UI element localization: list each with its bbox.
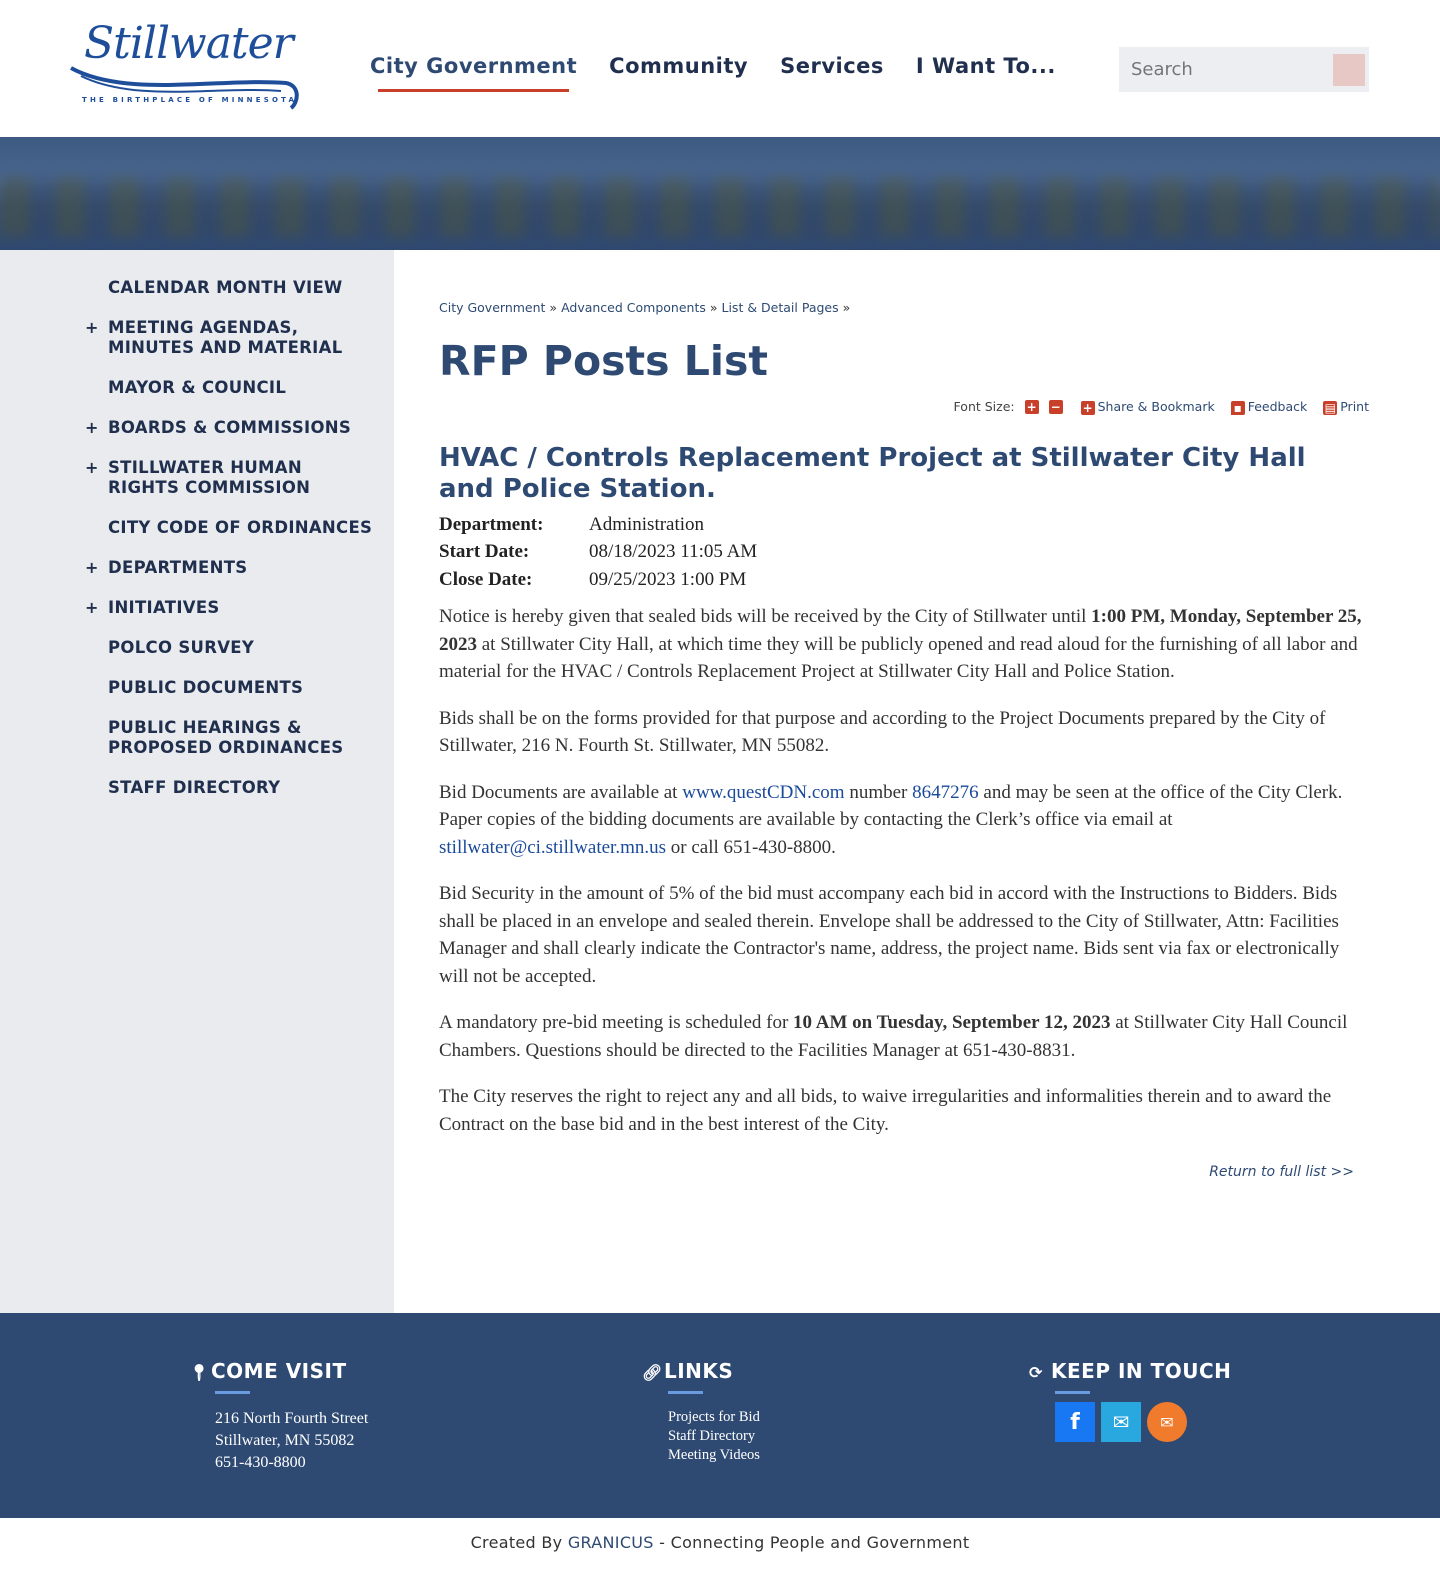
start-date-value: 08/18/2023 11:05 AM xyxy=(589,541,758,562)
post-meta xyxy=(439,511,1369,594)
search-box xyxy=(1119,47,1369,92)
text: A mandatory pre-bid meeting is scheduled for xyxy=(439,1012,794,1033)
prebid-paragraph xyxy=(439,1009,1369,1064)
return-to-list-link[interactable]: Return to full list >> xyxy=(1209,1164,1354,1180)
sidebar xyxy=(0,250,394,1313)
department-value: Administration xyxy=(589,513,705,535)
sidebar-item-label: CITY CODE OF ORDINANCES xyxy=(108,518,373,537)
credit-text: Created By xyxy=(470,1533,568,1552)
font-increase-icon[interactable]: + xyxy=(1026,399,1037,414)
credit-text: - Connecting People and Government xyxy=(653,1533,970,1552)
forms-paragraph: Bids shall be on the forms provided for that purpose and according to the Project Documents prepared by the City of Stillwater, 216 N. Fourth St. Stillwater, MN 55082. xyxy=(439,707,1326,756)
nav-i-want-to[interactable]: I Want To... xyxy=(915,54,1056,78)
map-pin-icon: 📍︎ xyxy=(189,1363,210,1382)
text: number xyxy=(844,781,913,803)
logo-text: Stillwater xyxy=(84,18,293,69)
reservation-paragraph: The City reserves the right to reject any and all bids, to waive irregularities and informalities therein and to award the Contract on the base bid and in the best interest of the City. xyxy=(439,1086,1332,1135)
page-tools xyxy=(439,399,1369,415)
breadcrumb xyxy=(439,300,1369,315)
page-title: RFP Posts List xyxy=(439,337,768,385)
footer-link-staff[interactable]: Staff Directory xyxy=(668,1428,756,1444)
breadcrumb-advanced-components[interactable]: Advanced Components xyxy=(561,300,706,315)
sidebar-item-label: PUBLIC DOCUMENTS xyxy=(108,678,304,697)
come-visit-section xyxy=(189,1359,369,1474)
sidebar-item-label: PUBLIC HEARINGS & PROPOSED ORDINANCES xyxy=(108,718,344,757)
sidebar-item-label: STILLWATER HUMAN RIGHTS COMMISSION xyxy=(108,458,311,497)
sidebar-item-label: MEETING AGENDAS, MINUTES AND MATERIAL xyxy=(108,318,343,357)
sidebar-item[interactable] xyxy=(0,558,394,578)
sidebar-item-label: INITIATIVES xyxy=(108,598,220,617)
breadcrumb-sep: » xyxy=(549,300,558,315)
text: at Stillwater City Hall Council Chambers. Questions should be directed to the Facilities Manager at 651-430-8831. xyxy=(439,1012,1348,1061)
site-header xyxy=(0,0,1440,137)
text: at Stillwater City Hall, at which time they will be publicly opened and read aloud for the furnishing of all labor and material for the HVAC / Controls Replacement Project at Stillwater City Hall and Police Station. xyxy=(439,633,1358,682)
notify-me-icon[interactable]: ✉ xyxy=(1147,1402,1187,1442)
sidebar-item-label: MAYOR & COUNCIL xyxy=(108,378,287,397)
refresh-icon: ⟳ xyxy=(1029,1363,1043,1382)
sidebar-item-label: POLCO SURVEY xyxy=(108,638,255,657)
credit-line xyxy=(0,1533,1440,1552)
email-link[interactable]: stillwater@ci.stillwater.mn.us xyxy=(439,836,666,858)
search-input[interactable] xyxy=(1119,59,1324,80)
notice-paragraph xyxy=(439,603,1369,686)
text: Bid Documents are available at xyxy=(439,781,683,803)
sidebar-item[interactable] xyxy=(0,598,394,618)
post-body xyxy=(439,603,1369,1138)
sidebar-item[interactable] xyxy=(0,418,394,438)
logo-tagline: THE BIRTHPLACE OF MINNESOTA xyxy=(82,96,298,104)
sidebar-item[interactable] xyxy=(0,778,394,798)
sidebar-item[interactable] xyxy=(0,278,394,298)
come-visit-title: COME VISIT xyxy=(211,1359,347,1383)
sidebar-item-label: STAFF DIRECTORY xyxy=(108,778,281,797)
text: Notice is hereby given that sealed bids will be received by the City of Stillwater until xyxy=(439,606,1092,627)
text: or call 651-430-8800. xyxy=(666,836,836,858)
keep-in-touch-section xyxy=(1029,1359,1232,1442)
print-icon: ▤ xyxy=(1324,400,1336,415)
footer-link-videos[interactable]: Meeting Videos xyxy=(668,1447,760,1463)
font-decrease-icon[interactable]: − xyxy=(1050,399,1061,414)
department-label: Department: xyxy=(439,513,544,535)
feedback-icon: ▪ xyxy=(1231,401,1245,415)
breadcrumb-sep: » xyxy=(842,300,851,315)
close-date-label: Close Date: xyxy=(439,568,533,590)
granicus-link[interactable]: GRANICUS xyxy=(567,1533,654,1552)
stillwater-logo[interactable] xyxy=(66,18,306,113)
email-icon[interactable]: ✉ xyxy=(1101,1402,1141,1442)
search-button[interactable] xyxy=(1333,54,1365,86)
address-line: 216 North Fourth Street xyxy=(215,1410,369,1427)
sidebar-item[interactable] xyxy=(0,458,394,498)
breadcrumb-sep: » xyxy=(709,300,718,315)
post-title: HVAC / Controls Replacement Project at Stillwater City Hall and Police Station. xyxy=(439,442,1306,504)
share-icon: + xyxy=(1082,400,1093,415)
main-content xyxy=(439,300,1369,1180)
sidebar-item-label: DEPARTMENTS xyxy=(108,558,248,577)
breadcrumb-city-government[interactable]: City Government xyxy=(439,300,546,315)
sidebar-item[interactable] xyxy=(0,318,394,358)
expand-plus-icon[interactable]: + xyxy=(85,598,99,617)
sidebar-item[interactable] xyxy=(0,718,394,758)
footer-link-projects[interactable]: Projects for Bid xyxy=(668,1409,760,1425)
project-number-link[interactable]: 8647276 xyxy=(912,781,979,803)
expand-plus-icon[interactable]: + xyxy=(85,318,99,337)
link-icon: 🔗︎ xyxy=(642,1363,663,1382)
share-bookmark-link[interactable]: Share & Bookmark xyxy=(1097,399,1215,414)
start-date-label: Start Date: xyxy=(439,541,530,562)
hero-banner xyxy=(0,137,1440,250)
nav-services[interactable]: Services xyxy=(780,54,884,78)
keep-in-touch-title: KEEP IN TOUCH xyxy=(1051,1359,1232,1383)
nav-city-government[interactable]: City Government xyxy=(370,54,577,92)
links-title: LINKS xyxy=(664,1359,734,1383)
documents-paragraph xyxy=(439,779,1369,862)
facebook-icon[interactable]: f xyxy=(1055,1402,1095,1442)
print-link[interactable]: Print xyxy=(1340,399,1369,414)
site-footer xyxy=(0,1313,1440,1518)
sidebar-item-label: CALENDAR MONTH VIEW xyxy=(108,278,343,297)
main-nav xyxy=(370,54,1056,92)
sidebar-item[interactable] xyxy=(0,638,394,658)
expand-plus-icon[interactable]: + xyxy=(85,418,99,437)
text: and may be seen at the office of the City Clerk. Paper copies of the bidding documents are available by contacting the Clerk’s office via email at xyxy=(439,781,1343,830)
prebid-date: 10 AM on Tuesday, September 12, 2023 xyxy=(793,1012,1111,1033)
sidebar-item[interactable] xyxy=(0,678,394,698)
security-paragraph: Bid Security in the amount of 5% of the bid must accompany each bid in accord with the Instructions to Bidders. Bids shall be placed in an envelope and sealed therein. Envelope shall be addressed to the City of Stillwater, Attn: Facilities Manager and shall clearly indicate the Contractor's name, address, the project name. Bids sent via fax or electronically will not be accepted. xyxy=(439,883,1340,987)
sidebar-item[interactable] xyxy=(0,378,394,398)
sidebar-item[interactable] xyxy=(0,518,394,538)
bid-deadline: 1:00 PM, Monday, September 25, 2023 xyxy=(439,606,1362,655)
address-line: Stillwater, MN 55082 xyxy=(215,1432,355,1449)
expand-plus-icon[interactable]: + xyxy=(85,558,99,577)
questcdn-link[interactable]: www.questCDN.com xyxy=(682,781,845,803)
close-date-value: 09/25/2023 1:00 PM xyxy=(589,568,747,590)
nav-community[interactable]: Community xyxy=(609,54,749,78)
breadcrumb-list-detail[interactable]: List & Detail Pages xyxy=(721,300,839,315)
links-section xyxy=(642,1359,760,1465)
expand-plus-icon[interactable]: + xyxy=(85,458,99,477)
font-size-label: Font Size: xyxy=(953,399,1015,415)
phone: 651-430-8800 xyxy=(215,1454,306,1471)
feedback-link[interactable]: Feedback xyxy=(1247,399,1308,414)
sidebar-item-label: BOARDS & COMMISSIONS xyxy=(108,418,352,437)
